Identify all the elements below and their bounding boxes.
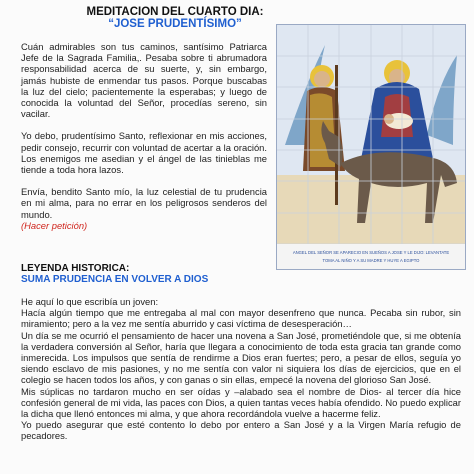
meditation-paragraph-2: Yo debo, prudentísimo Santo, reflexionar en mis acciones, pedir consejo, recurrir con voluntad de acertar a la oración. Los enemigos me asedian y el ángel de las tinieblas me tiende a toda hora lazos. bbox=[21, 130, 267, 176]
petition-instruction: (Hacer petición) bbox=[21, 219, 88, 231]
legend-paragraph-3: Un día se me ocurrió el pensamiento de hacer una novena a San José, prometiéndole que, si me obtenía la verdadera conversión al Señor, haría que llegara a conocimiento de toda esta gracia tan grande como inmerecida. Los impulsos que sentía de rendirme a Dios eran fuertes; pero, a pesar de ellos, seguía yo siendo esclavo de mis pasiones, y no me sentía con valor ni siquiera los días de ejercicios, que en el colegio se hacen todos los años, y con ganas o sin ellas, empecé la novena del glorioso San José. bbox=[21, 329, 461, 386]
legend-subtitle: SUMA PRUDENCIA EN VOLVER A DIOS bbox=[21, 274, 209, 285]
legend-paragraph-5: Yo puedo asegurar que esté contento lo debo por entero a San José y a la Virgen María refugio de pecadores. bbox=[21, 419, 461, 442]
tile-caption-line-1: ANGEL DEL SEÑOR SE APARECIO EN SUEÑOS A JOSE Y LE DIJO: LEVANTATE bbox=[292, 250, 450, 255]
page-subtitle: “JOSE PRUDENTÍSIMO” bbox=[108, 18, 242, 30]
tile-caption-line-2: TOMA AL NIÑO Y A SU MADRE Y HUYE A EGIPTO bbox=[322, 258, 420, 263]
legend-paragraph-2: Hacía algún tiempo que me entregaba al mal con mayor desenfreno que nunca. Pecaba sin rubor, sin miramiento; pero a la vez me sentía aburrido y casi víctima de desesperación… bbox=[21, 307, 461, 330]
meditation-paragraph-3: Envía, bendito Santo mío, la luz celestial de tu prudencia en mi alma, para no errar en los peligrosos senderos del mundo. bbox=[21, 186, 267, 220]
legend-paragraph-1: He aquí lo que escribía un joven: bbox=[21, 296, 159, 307]
meditation-text bbox=[21, 41, 267, 231]
historical-legend bbox=[21, 263, 461, 442]
legend-title: LEYENDA HISTORICA: bbox=[21, 263, 130, 274]
meditation-paragraph-1: Cuán admirables son tus caminos, santísimo Patriarca Jefe de la Sagrada Familia,. Pesaba sobre ti abrumadora responsabilidad acerca de su suerte, y, sin embargo, jamás hubiste de enmendar tus pasos. Porque buscabas la luz del cielo; pacientemente la esperabas; y luego de conocida la voluntad del Señor, procedías sereno, sin vacilar. bbox=[21, 41, 267, 120]
page-title: MEDITACION DEL CUARTO DIA: bbox=[86, 6, 264, 18]
azulejo-holy-family-icon bbox=[276, 24, 466, 270]
legend-paragraph-4: Mis súplicas no tardaron mucho en ser oídas y –alabado sea el nombre de Dios- al tercer día hice confesión general de mi vida, las paces con Dios, a quien tantas veces había ofendido. No puedo explicar la dicha que llenó entonces mi alma, y que ahora recordándola vuelve a hacerme feliz. bbox=[21, 385, 461, 420]
